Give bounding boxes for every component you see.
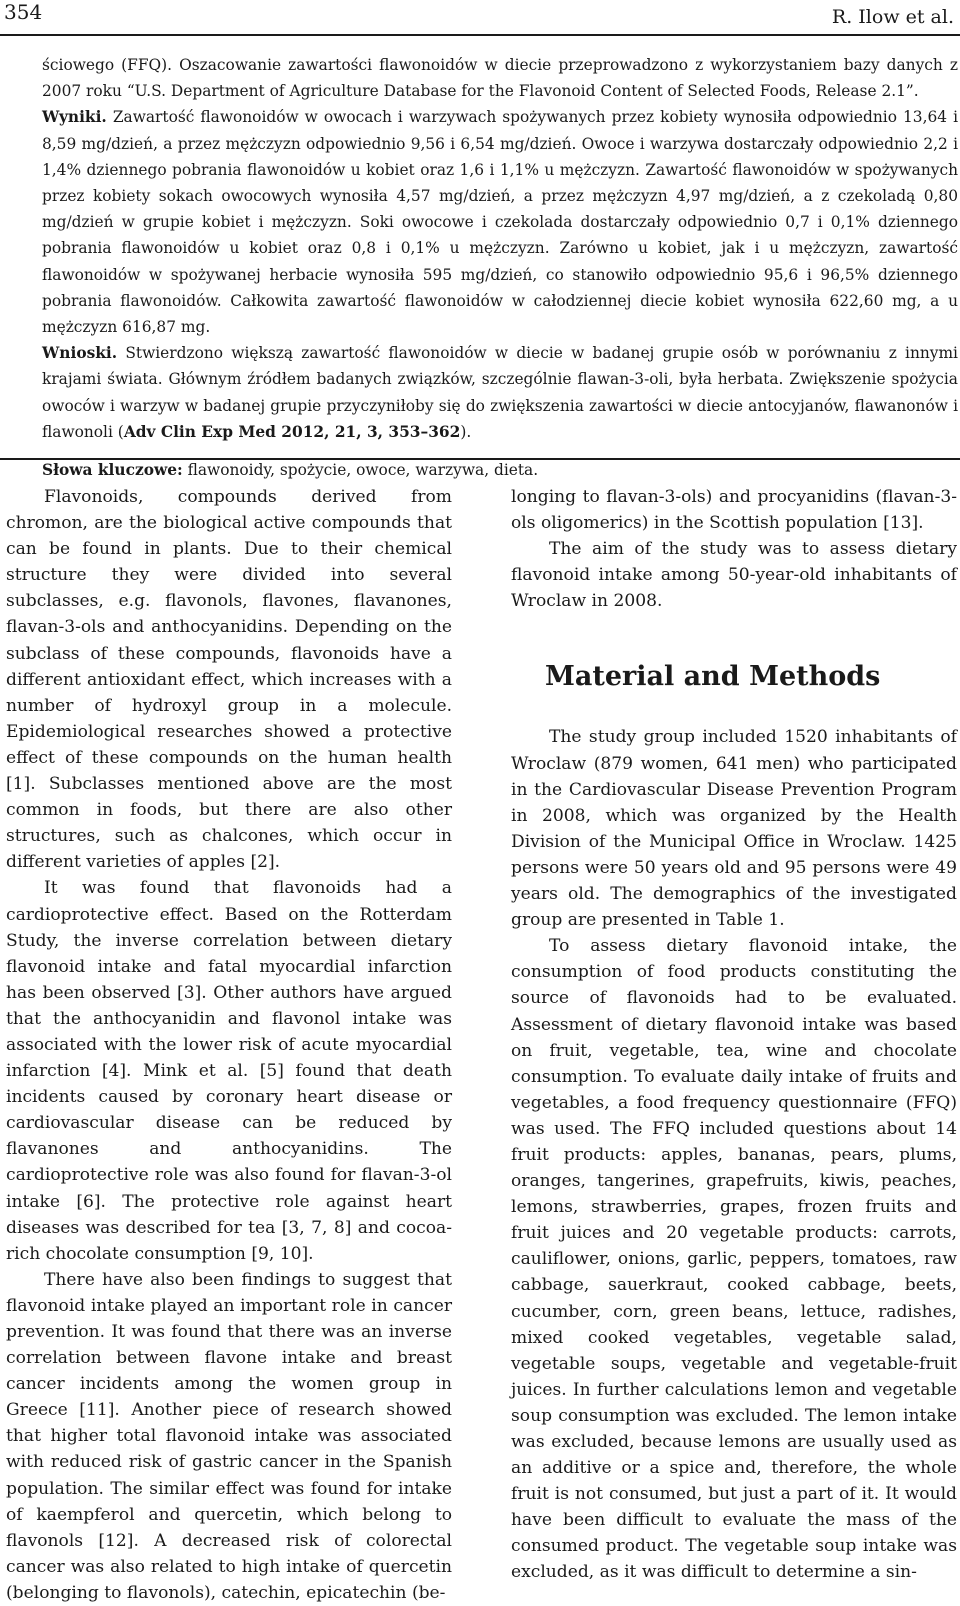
running-head: R. Ilow et al. xyxy=(831,6,954,28)
conclusions-label: Wnioski. xyxy=(42,344,118,363)
results-label: Wyniki. xyxy=(42,108,107,127)
keywords xyxy=(42,457,958,483)
page-header xyxy=(0,0,960,40)
keywords-text: flawonoidy, spożycie, owoce, warzywa, dieta. xyxy=(187,461,539,480)
citation-end: ). xyxy=(460,422,472,441)
body-paragraph: It was found that flavonoids had a cardioprotective effect. Based on the Rotterdam Study, the inverse correlation between dietary flavonoid intake and fatal myocardial infarction has been observed [3]. Other authors have argued that the anthocyanidin and flavonol intake was associated with the lower risk of acute myocardial infarction [4]. Mink et al. [5] found that death incidents caused by coronary heart disease or cardiovascular disease can be reduced by flavanones and anthocyanidins. The cardioprotective role was also found for flavan-3-ol intake [6]. The protective role against heart diseases was described for tea [3, 7, 8] and cocoa-rich chocolate consumption [9, 10]. xyxy=(6,878,452,1264)
journal-citation: Adv Clin Exp Med 2012, 21, 3, 353–362 xyxy=(123,422,461,441)
results-text: Zawartość flawonoidów w owocach i warzywach spożywanych przez kobiety wynosiła odpowiednio 13,64 i 8,59 mg/dzień, a przez mężczyzn odpowiednio 9,56 i 6,54 mg/dzień. Owoce i warzywa dostarczały odpowiednio 2,2 i 1,4% dziennego pobrania flawonoidów u kobiet oraz 1,6 i 1,1% u mężczyzn. Zawartość flawonoidów w spożywanych przez kobiety sokach owocowych wynosiła 4,57 mg/dzień, a przez mężczyzn 4,97 mg/dzień, a z czekoladą 0,80 mg/dzień w grupie kobiet i mężczyzn. Soki owocowe i czekolada dostarczały odpowiednio 0,7 i 0,1% dziennego pobrania flawonoidów u kobiet oraz 0,8 i 0,1% u mężczyzn. Zarówno u kobiet, jak i u mężczyzn, zawartość flawonoidów w spożywanej herbacie wynosiła 595 mg/dzień, co stanowiło odpowiednio 95,6 i 96,5% dziennego pobrania flawonoidów. Całkowita zawartość flawonoidów w całodziennej diecie kobiet wynosiła 622,60 mg, a u mężczyzn 616,87 mg. xyxy=(42,108,958,337)
polish-abstract xyxy=(42,52,958,483)
abstract-conclusions xyxy=(42,340,958,445)
abstract-intro: ściowego (FFQ). Oszacowanie zawartości flawonoidów w diecie przeprowadzono z wykorzystaniem bazy danych z 2007 roku “U.S. Department of Agriculture Database for the Flavonoid Content of Selected Foods, Release 2.1”. xyxy=(42,56,958,101)
body-paragraph: Flavonoids, compounds derived from chromon, are the biological active compounds that can be found in plants. Due to their chemical structure they were divided into several subclasses, e.g. flavonols, flavones, flavanones, flavan-3-ols and anthocyanidins. Depending on the subclass of these compounds, flavonoids have a different antioxidant effect, which increases with a number of hydroxyl group in a molecule. Epidemiological researches showed a protective effect of these compounds on the human health [1]. Subclasses mentioned above are the most common in foods, but there are also other structures, such as chalcones, which occur in different varieties of apples [2]. xyxy=(6,487,452,873)
keywords-label: Słowa kluczowe: xyxy=(42,461,183,480)
header-rule xyxy=(0,34,960,36)
conclusions-text: Stwierdzono większą zawartość flawonoidów w diecie w badanej grupie osób w porównaniu z innymi krajami świata. Głównym źródłem badanych związków, szczególnie flawan-3-oli, była herbata. Zwiększenie spożycia owoców i warzyw w badanej grupie przyczyniłoby się do zwiększenia zawartości w diecie antocyjanów, flawanonów i flawonoli ( xyxy=(42,344,958,441)
right-column xyxy=(511,484,957,1586)
section-heading: Material and Methods xyxy=(545,661,881,693)
body-paragraph: To assess dietary flavonoid intake, the consumption of food products constituting the source of flavonoids had to be evaluated. Assessment of dietary flavonoid intake was based on fruit, vegetable, tea, wine and chocolate consumption. To evaluate daily intake of fruits and vegetables, a food frequency questionnaire (FFQ) was used. The FFQ included questions about 14 fruit products: apples, bananas, pears, plums, oranges, tangerines, grapefruits, kiwis, peaches, lemons, strawberries, grapes, frozen fruits and fruit juices and 20 vegetable products: carrots, cauliflower, onions, garlic, peppers, tomatoes, raw cabbage, sauerkraut, cooked cabbage, beets, cucumber, corn, green beans, lettuce, radishes, mixed cooked vegetables, vegetable salad, vegetable soups, vegetable and vegetable-fruit juices. In further calculations lemon and vegetable soup consumption was excluded. The lemon intake was excluded, because lemons are usually used as an additive or a spice and, therefore, the whole fruit is not consumed, but just a part of it. It would have been difficult to evaluate the mass of the consumed product. The vegetable soup intake was excluded, as it was difficult to determine a sin- xyxy=(511,936,957,1583)
abstract-results xyxy=(42,104,958,340)
left-column xyxy=(6,484,452,1606)
body-paragraph: There have also been findings to suggest that flavonoid intake played an important role in cancer prevention. It was found that there was an inverse correlation between flavone intake and breast cancer incidents among the women group in Greece [11]. Another piece of research showed that higher total flavonoid intake was associated with reduced risk of gastric cancer in the Spanish population. The similar effect was found for intake of kaempferol and quercetin, which belong to flavonols [12]. A decreased risk of colorectal cancer was also related to high intake of quercetin (belonging to flavonols), catechin, epicatechin (be- xyxy=(6,1269,452,1603)
page-number: 354 xyxy=(4,0,43,24)
body-paragraph: The aim of the study was to assess dietary flavonoid intake among 50-year-old inhabitants of Wroclaw in 2008. xyxy=(511,539,957,612)
section-divider xyxy=(0,458,960,460)
body-paragraph: The study group included 1520 inhabitants of Wroclaw (879 women, 641 men) who participated in the Cardiovascular Disease Prevention Program in 2008, which was organized by the Health Division of the Municipal Office in Wroclaw. 1425 persons were 50 years old and 95 persons were 49 years old. The demographics of the investigated group are presented in Table 1. xyxy=(511,727,957,931)
body-paragraph-continued: longing to flavan-3-ols) and procyanidins (flavan-3-ols oligomerics) in the Scottish population [13]. xyxy=(511,487,957,534)
